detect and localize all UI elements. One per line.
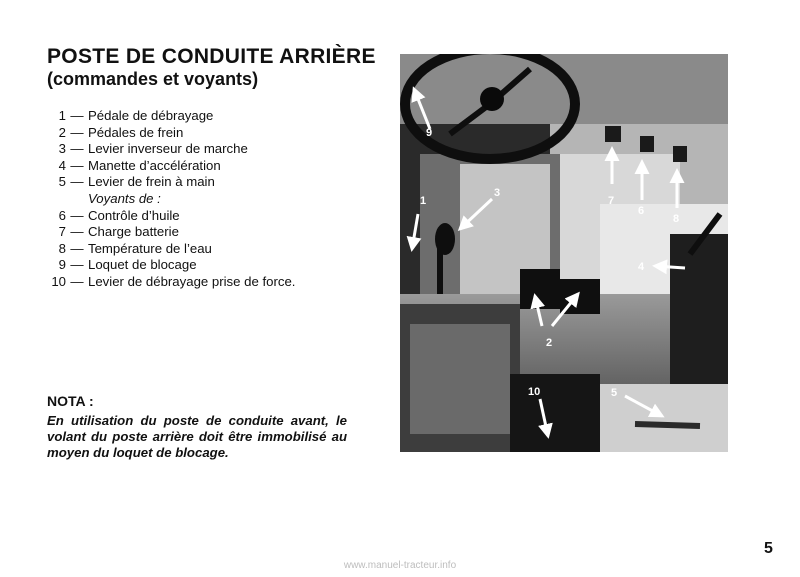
legend-dash: — bbox=[70, 257, 84, 273]
legend-number: 1 bbox=[58, 108, 66, 123]
legend-item bbox=[40, 174, 390, 191]
legend-label: Pédale de débrayage bbox=[88, 108, 214, 123]
legend-label: Pédales de frein bbox=[88, 124, 184, 140]
photo-label-7: 7 bbox=[608, 195, 615, 207]
voyants-sublabel: Voyants de : bbox=[88, 190, 161, 206]
legend-number: 2 bbox=[58, 124, 66, 140]
legend-label: Manette d’accélération bbox=[88, 157, 221, 173]
legend-item bbox=[40, 108, 390, 125]
photo-label-10: 10 bbox=[528, 386, 541, 398]
legend-dash: — bbox=[70, 240, 84, 256]
legend-dash: — bbox=[70, 174, 84, 190]
photo-label-2: 2 bbox=[546, 337, 553, 349]
photo-label-8: 8 bbox=[673, 213, 680, 225]
legend-dash: — bbox=[70, 124, 84, 140]
legend-number: 9 bbox=[58, 257, 66, 273]
page-title: POSTE DE CONDUITE ARRIÈRE bbox=[47, 45, 376, 68]
legend-label: Levier inverseur de marche bbox=[88, 141, 248, 157]
cab-photo bbox=[400, 54, 728, 452]
legend-number: 5 bbox=[58, 174, 66, 190]
legend-item bbox=[40, 158, 390, 175]
legend-item bbox=[40, 141, 390, 158]
photo-label-6: 6 bbox=[638, 205, 645, 217]
nota-title: NOTA : bbox=[47, 393, 94, 409]
page-subtitle: (commandes et voyants) bbox=[47, 69, 259, 89]
legend-dash: — bbox=[70, 157, 84, 173]
legend-number: 8 bbox=[58, 240, 66, 256]
legend-label: Température de l’eau bbox=[88, 240, 212, 256]
legend-item bbox=[40, 274, 390, 291]
legend-dash: — bbox=[70, 224, 84, 240]
legend-item bbox=[40, 257, 390, 274]
legend-dash: — bbox=[70, 207, 84, 223]
watermark: www.manuel-tracteur.info bbox=[343, 560, 457, 571]
legend-number: 3 bbox=[58, 141, 66, 157]
legend-number: 7 bbox=[58, 224, 66, 240]
cab-photo-illustration bbox=[400, 54, 728, 452]
legend-list bbox=[40, 108, 390, 291]
page-number: 5 bbox=[764, 540, 773, 557]
photo-label-3: 3 bbox=[494, 187, 501, 199]
legend-label: Levier de frein à main bbox=[88, 174, 215, 190]
legend-item bbox=[40, 208, 390, 225]
legend-number: 10 bbox=[51, 273, 66, 289]
photo-label-4: 4 bbox=[638, 261, 645, 273]
legend-label: Loquet de blocage bbox=[88, 257, 197, 273]
photo-label-9: 9 bbox=[426, 127, 433, 139]
legend-item bbox=[40, 241, 390, 258]
legend-dash: — bbox=[70, 273, 84, 289]
photo-label-1: 1 bbox=[420, 195, 427, 207]
legend-item bbox=[40, 125, 390, 142]
legend-dash: — bbox=[70, 108, 84, 123]
legend-dash: — bbox=[70, 141, 84, 157]
legend-label: Charge batterie bbox=[88, 224, 179, 240]
legend-item bbox=[40, 224, 390, 241]
legend-number: 4 bbox=[58, 157, 66, 173]
photo-label-5: 5 bbox=[611, 387, 618, 399]
nota-text: En utilisation du poste de conduite avant, le volant du poste arrière doit être immobilisé au moyen du loquet de blocage. bbox=[47, 413, 347, 460]
legend-number: 6 bbox=[58, 207, 66, 223]
legend-label: Levier de débrayage prise de force. bbox=[88, 273, 296, 289]
legend-label: Contrôle d’huile bbox=[88, 207, 180, 223]
